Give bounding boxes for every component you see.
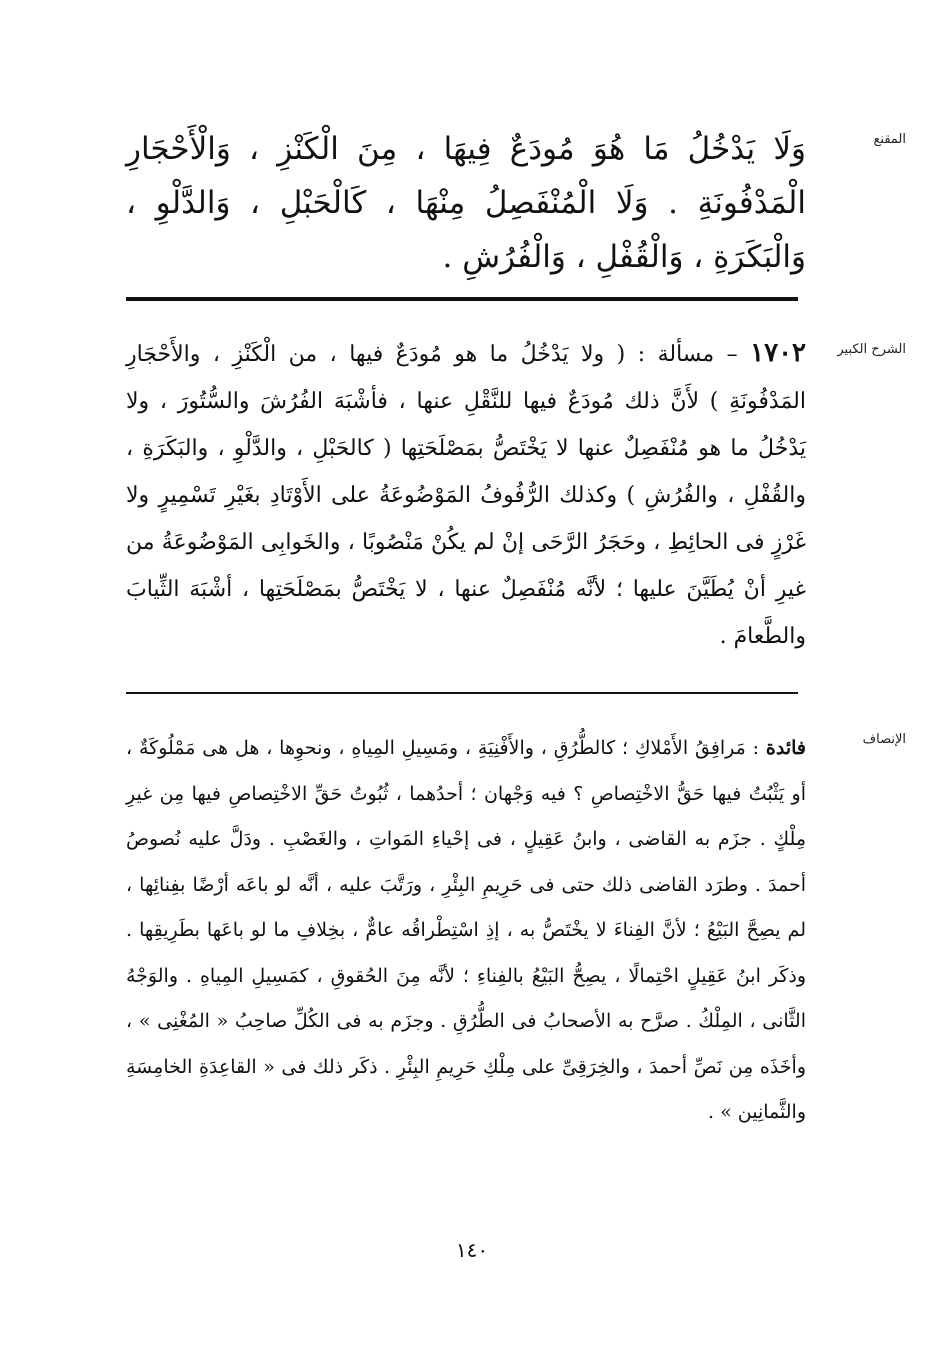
sharh-block: [126, 330, 806, 660]
issue-number: ١٧٠٢: [750, 338, 806, 368]
insaf-text: : مَرافِقُ الأَمْلاكِ ؛ كالطُّرُقِ ، والأَفْنِيَةِ ، ومَسِيلِ المِياهِ ، ونحوِها ، هل هى مَمْلُوكَةٌ ، أو يَثْبُتُ فيها حَقُّ الاخْتِصاصِ ؟ فيه وَجْهان ؛ أحدُهما ، ثُبُوتُ حَقِّ الاخْتِصاصِ فيها مِن غيرِ مِلْكٍ . جزَم به القاضى ، وابنُ عَقِيلٍ ، فى إحْياءِ المَواتِ ، والغَصْبِ . ودَلَّ عليه نُصوصُ أحمدَ . وطرَد القاضى ذلك حتى فى حَرِيمِ البِئْرِ ، ورَتَّبَ عليه ، أنَّه لو باعَه أرْضًا بفِنائِها ، لم يصِحَّ البَيْعُ ؛ لأنَّ الفِناءَ لا يخْتَصُّ به ، إذِ اسْتِطْراقُه عامٌّ ، بخِلافِ ما لو باعَها بطَرِيقِها . وذكَر ابنُ عَقِيلٍ احْتِمالًا ، يصِحُّ البَيْعُ بالفِناءِ ؛ لأنَّه مِنَ الحُقوقِ ، كمَسِيلِ المِياهِ . والوَجْهُ الثَّانى ، المِلْكُ . صرَّح به الأصحابُ فى الطُّرُقِ . وجزَم به فى الكُلِّ صاحِبُ « المُغْنِى » ، وأخَذَه مِن نَصِّ أحمدَ ، والخِرَقِىِّ على مِلْكِ حَرِيمِ البِئْرِ . ذكَر ذلك فى « القاعِدَةِ الخامِسَةِ والثَّمانِين » .: [126, 737, 806, 1123]
muqni-text: وَلَا يَدْخُلُ مَا هُوَ مُودَعٌ فِيهَا ، مِنَ الْكَنْزِ ، وَالْأَحْجَارِ الْمَدْفُونَةِ . وَلَا الْمُنْفَصِلُ مِنْهَا ، كَالْحَبْلِ ، وَالدَّلْوِ ، وَالْبَكَرَةِ ، وَالْقُفْلِ ، وَالْفُرُشِ .: [126, 131, 806, 275]
page-number: ١٤٠: [455, 1238, 489, 1262]
section-divider-thick: [126, 297, 798, 301]
insaf-block: [126, 726, 806, 1136]
section-label-sharh: الشرح الكبير: [837, 342, 906, 357]
section-label-insaf: الإنصاف: [862, 732, 906, 747]
section-label-muqni: المقنع: [873, 132, 906, 147]
section-divider-thin: [126, 692, 798, 694]
sharh-text: – مسألة : ( ولا يَدْخُلُ ما هو مُودَعٌ فيها ، من الْكَنْزِ ، والأَحْجَارِ المَدْفُونَةِ ) لأَنَّ ذلك مُودَعٌ فيها للنَّقْلِ عنها ، فأشْبَهَ الفُرُشَ والسُّتُورَ ، ولا يَدْخُلُ ما هو مُنْفَصِلٌ عنها لا يَخْتَصُّ بمَصْلَحَتِها ( كالحَبْلِ ، والدَّلْوِ ، والبَكَرَةِ ، والقُفْلِ ، والفُرُشِ ) وكذلك الرُّفُوفُ المَوْضُوعَةُ على الأَوْتَادِ بغَيْرِ تَسْمِيرٍ ولا غَرْزٍ فى الحائِطِ ، وحَجَرُ الرَّحَى إنْ لم يكُنْ مَنْصُوبًا ، والخَوابِى المَوْضُوعَةُ من غيرِ أنْ يُطَيَّنَ عليها ؛ لأنَّه مُنْفَصِلٌ عنها ، لا يَخْتَصُّ بمَصْلَحَتِها ، أشْبَهَ الثِّيابَ والطَّعامَ .: [126, 342, 806, 649]
insaf-lead-word: فائدة: [765, 737, 806, 759]
